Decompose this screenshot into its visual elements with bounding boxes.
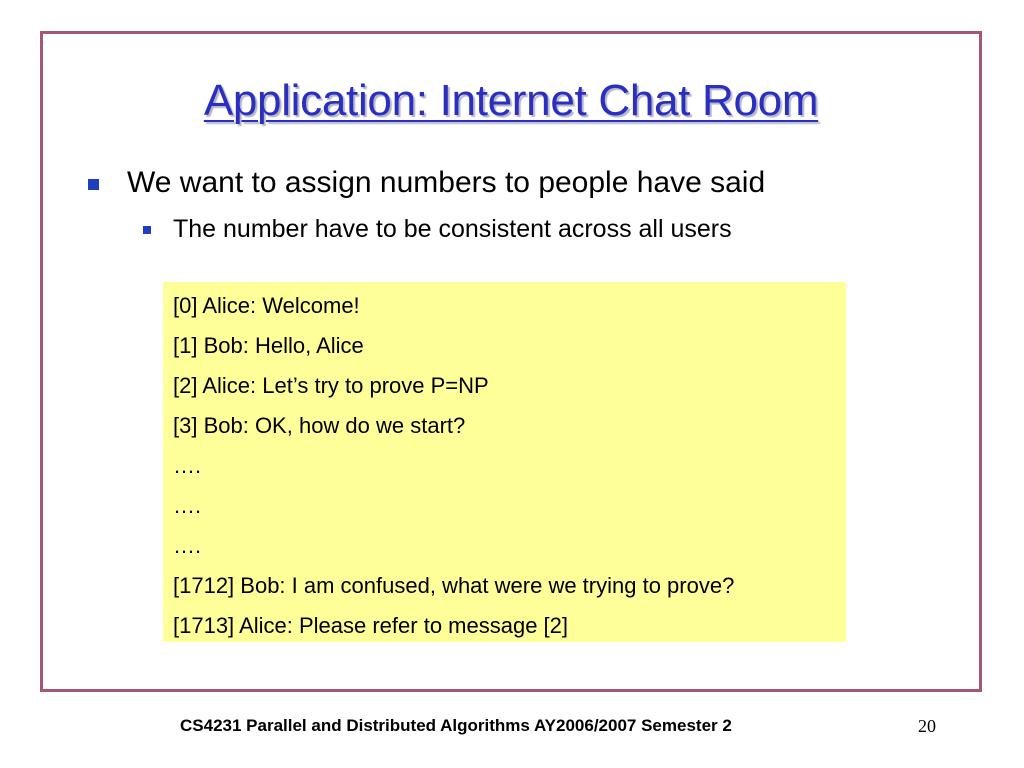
- page-number: 20: [918, 716, 936, 736]
- chat-message: [3] Bob: OK, how do we start?: [173, 413, 466, 438]
- chat-log: [163, 282, 846, 642]
- square-bullet-icon: [88, 179, 99, 190]
- footer-course-title: CS4231 Parallel and Distributed Algorithms AY2006/2007 Semester 2: [180, 716, 732, 735]
- slide-title: Application: Internet Chat Room: [203, 76, 819, 125]
- square-bullet-icon: [143, 226, 151, 234]
- chat-message: [0] Alice: Welcome!: [173, 293, 360, 318]
- chat-ellipsis: ….: [173, 533, 202, 558]
- bullet-item-level-1: [88, 166, 765, 200]
- chat-message: [1] Bob: Hello, Alice: [173, 333, 364, 358]
- bullet-text: We want to assign numbers to people have said: [127, 166, 766, 199]
- chat-message: [1713] Alice: Please refer to message [2]: [173, 613, 569, 638]
- bullet-text: The number have to be consistent across all users: [173, 215, 732, 243]
- chat-message: [2] Alice: Let’s try to prove P=NP: [173, 373, 489, 398]
- chat-message: [1712] Bob: I am confused, what were we trying to prove?: [173, 573, 735, 598]
- chat-ellipsis: ….: [173, 493, 202, 518]
- slide-frame: [40, 31, 982, 692]
- bullet-item-level-2: [143, 215, 732, 244]
- chat-ellipsis: ….: [173, 453, 202, 478]
